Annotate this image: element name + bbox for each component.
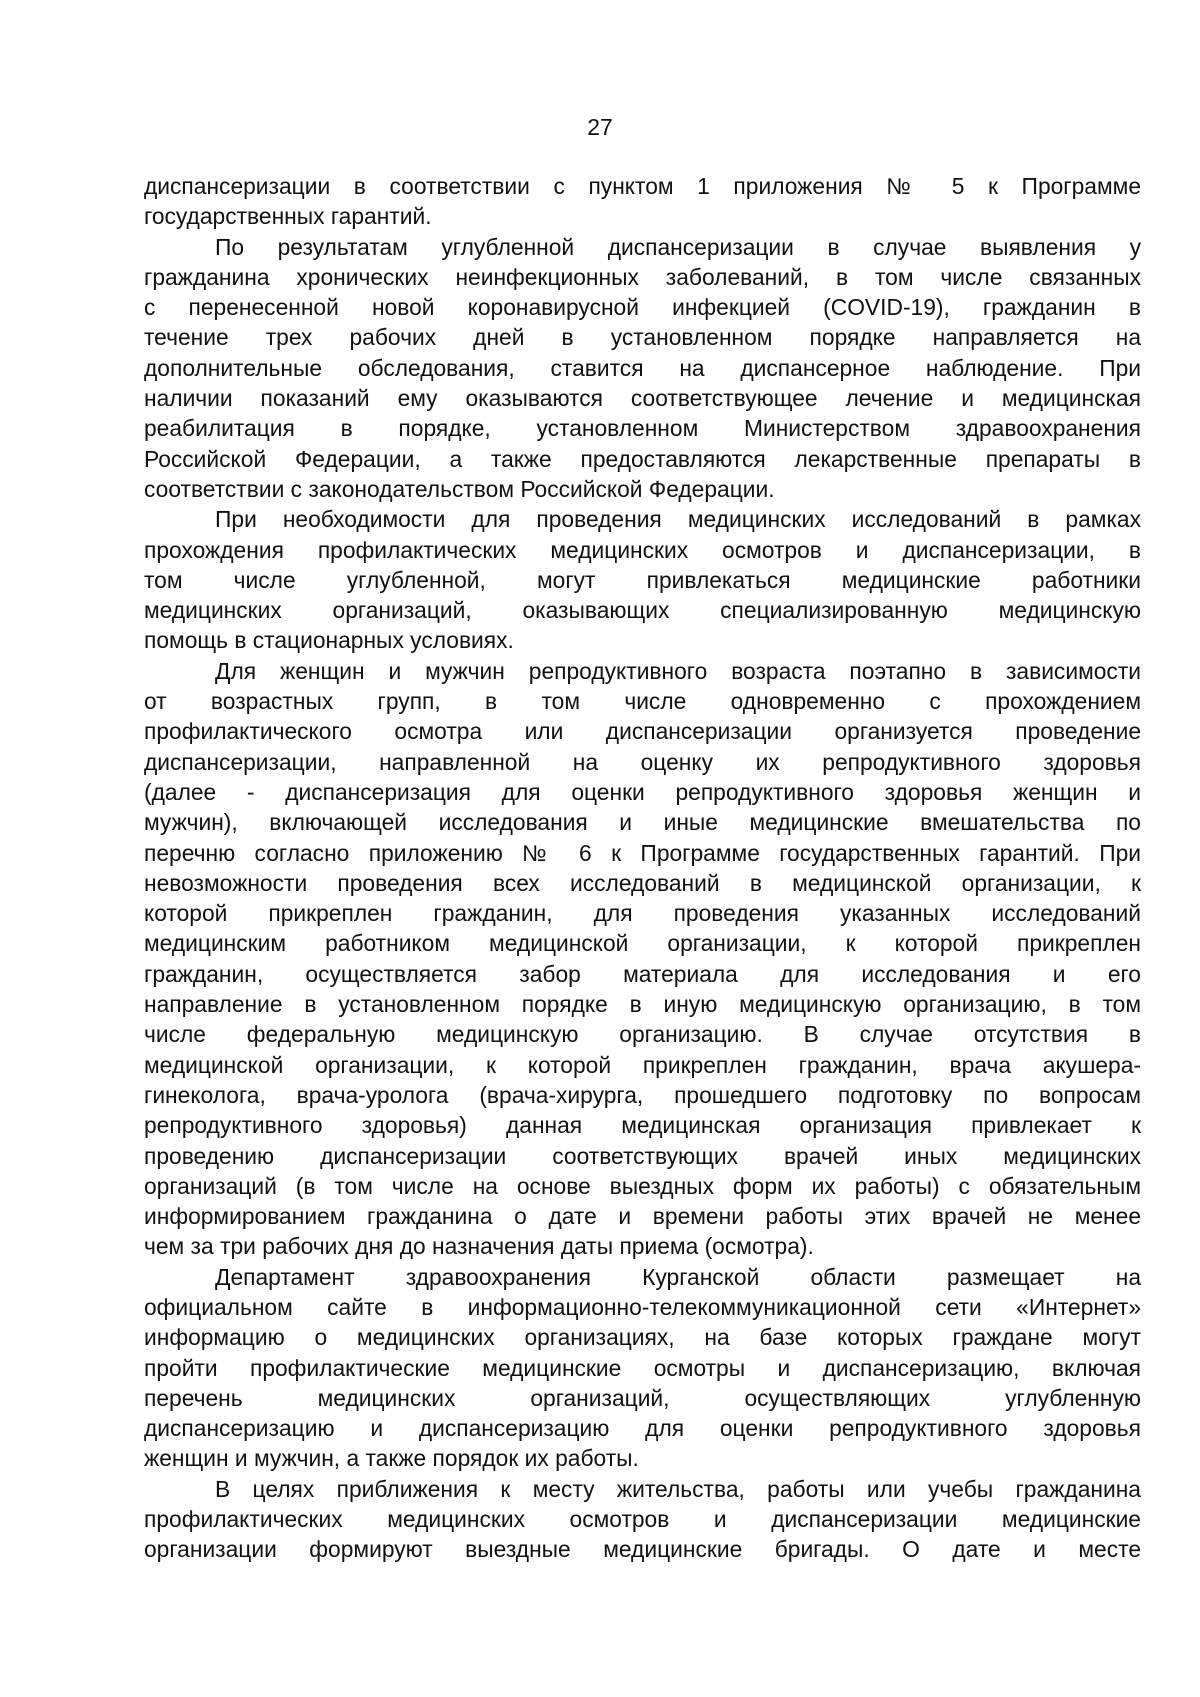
text-line: официальном сайте в информационно-телекоммуникационной сети «Интернет»: [144, 1293, 1141, 1320]
text-line: пройти профилактические медицинские осмотры и диспансеризацию, включая: [144, 1354, 1141, 1381]
text-line: При необходимости для проведения медицинских исследований в рамках: [215, 506, 1141, 533]
text-line: течение трех рабочих дней в установленном порядке направляется на: [144, 324, 1141, 351]
text-line: По результатам углубленной диспансеризации в случае выявления у: [215, 233, 1141, 260]
text-line: которой прикреплен гражданин, для проведения указанных исследований: [144, 900, 1141, 927]
text-line: наличии показаний ему оказываются соответствующее лечение и медицинская: [144, 385, 1141, 412]
text-line: мужчин), включающей исследования и иные медицинские вмешательства по: [144, 809, 1141, 836]
text-line: дополнительные обследования, ставится на диспансерное наблюдение. При: [144, 354, 1141, 381]
text-line: гражданин, осуществляется забор материала для исследования и его: [144, 960, 1141, 987]
text-line: организаций (в том числе на основе выездных форм их работы) с обязательным: [144, 1172, 1141, 1199]
text-line: Департамент здравоохранения Курганской области размещает на: [215, 1263, 1141, 1290]
text-line: Для женщин и мужчин репродуктивного возраста поэтапно в зависимости: [215, 657, 1141, 684]
text-line: от возрастных групп, в том числе одновременно с прохождением: [144, 688, 1141, 715]
text-line: диспансеризацию и диспансеризацию для оценки репродуктивного здоровья: [144, 1415, 1141, 1442]
text-line: Российской Федерации, а также предоставляются лекарственные препараты в: [144, 445, 1141, 472]
text-line: профилактических медицинских осмотров и диспансеризации медицинские: [144, 1506, 1141, 1533]
text-line: невозможности проведения всех исследований в медицинской организации, к: [144, 869, 1141, 896]
text-line: В целях приближения к месту жительства, работы или учебы гражданина: [215, 1475, 1141, 1502]
text-line: (далее - диспансеризация для оценки репродуктивного здоровья женщин и: [144, 778, 1141, 805]
text-line: репродуктивного здоровья) данная медицинская организация привлекает к: [144, 1112, 1141, 1139]
text-line: медицинской организации, к которой прикреплен гражданин, врача акушера-: [144, 1051, 1141, 1078]
text-line: том числе углубленной, могут привлекаться медицинские работники: [144, 566, 1141, 593]
text-line: направление в установленном порядке в иную медицинскую организацию, в том: [144, 991, 1141, 1018]
text-line: медицинским работником медицинской организации, к которой прикреплен: [144, 930, 1141, 957]
text-line: диспансеризации, направленной на оценку их репродуктивного здоровья: [144, 748, 1141, 775]
text-line: гинеколога, врача-уролога (врача-хирурга, прошедшего подготовку по вопросам: [144, 1081, 1141, 1108]
text-line: перечень медицинских организаций, осуществляющих углубленную: [144, 1384, 1141, 1411]
text-line: диспансеризации в соответствии с пунктом 1 приложения № 5 к Программе: [144, 173, 1141, 199]
text-line: информацию о медицинских организациях, на базе которых граждане могут: [144, 1324, 1141, 1351]
text-line: перечню согласно приложению № 6 к Программе государственных гарантий. При: [144, 839, 1141, 866]
text-line: с перенесенной новой коронавирусной инфекцией (COVID-19), гражданин в: [144, 294, 1141, 321]
text-line: реабилитация в порядке, установленном Министерством здравоохранения: [144, 415, 1141, 442]
text-line: чем за три рабочих дня до назначения даты приема (осмотра).: [144, 1233, 814, 1260]
text-line: гражданина хронических неинфекционных заболеваний, в том числе связанных: [144, 263, 1141, 290]
text-line: соответствии с законодательством Российской Федерации.: [144, 475, 775, 502]
body-text: [144, 171, 1141, 1565]
text-line: женщин и мужчин, а также порядок их работы.: [144, 1445, 639, 1472]
text-line: проведению диспансеризации соответствующих врачей иных медицинских: [144, 1142, 1141, 1169]
text-line: государственных гарантий.: [144, 203, 432, 230]
text-line: медицинских организаций, оказывающих специализированную медицинскую: [144, 597, 1141, 624]
text-line: профилактического осмотра или диспансеризации организуется проведение: [144, 718, 1141, 745]
text-line: информированием гражданина о дате и времени работы этих врачей не менее: [144, 1203, 1141, 1230]
text-line: организации формируют выездные медицинские бригады. О дате и месте: [144, 1536, 1141, 1563]
page-number: 27: [587, 114, 613, 140]
text-line: числе федеральную медицинскую организацию. В случае отсутствия в: [144, 1021, 1141, 1048]
text-line: помощь в стационарных условиях.: [144, 627, 514, 654]
text-line: прохождения профилактических медицинских осмотров и диспансеризации, в: [144, 536, 1141, 563]
